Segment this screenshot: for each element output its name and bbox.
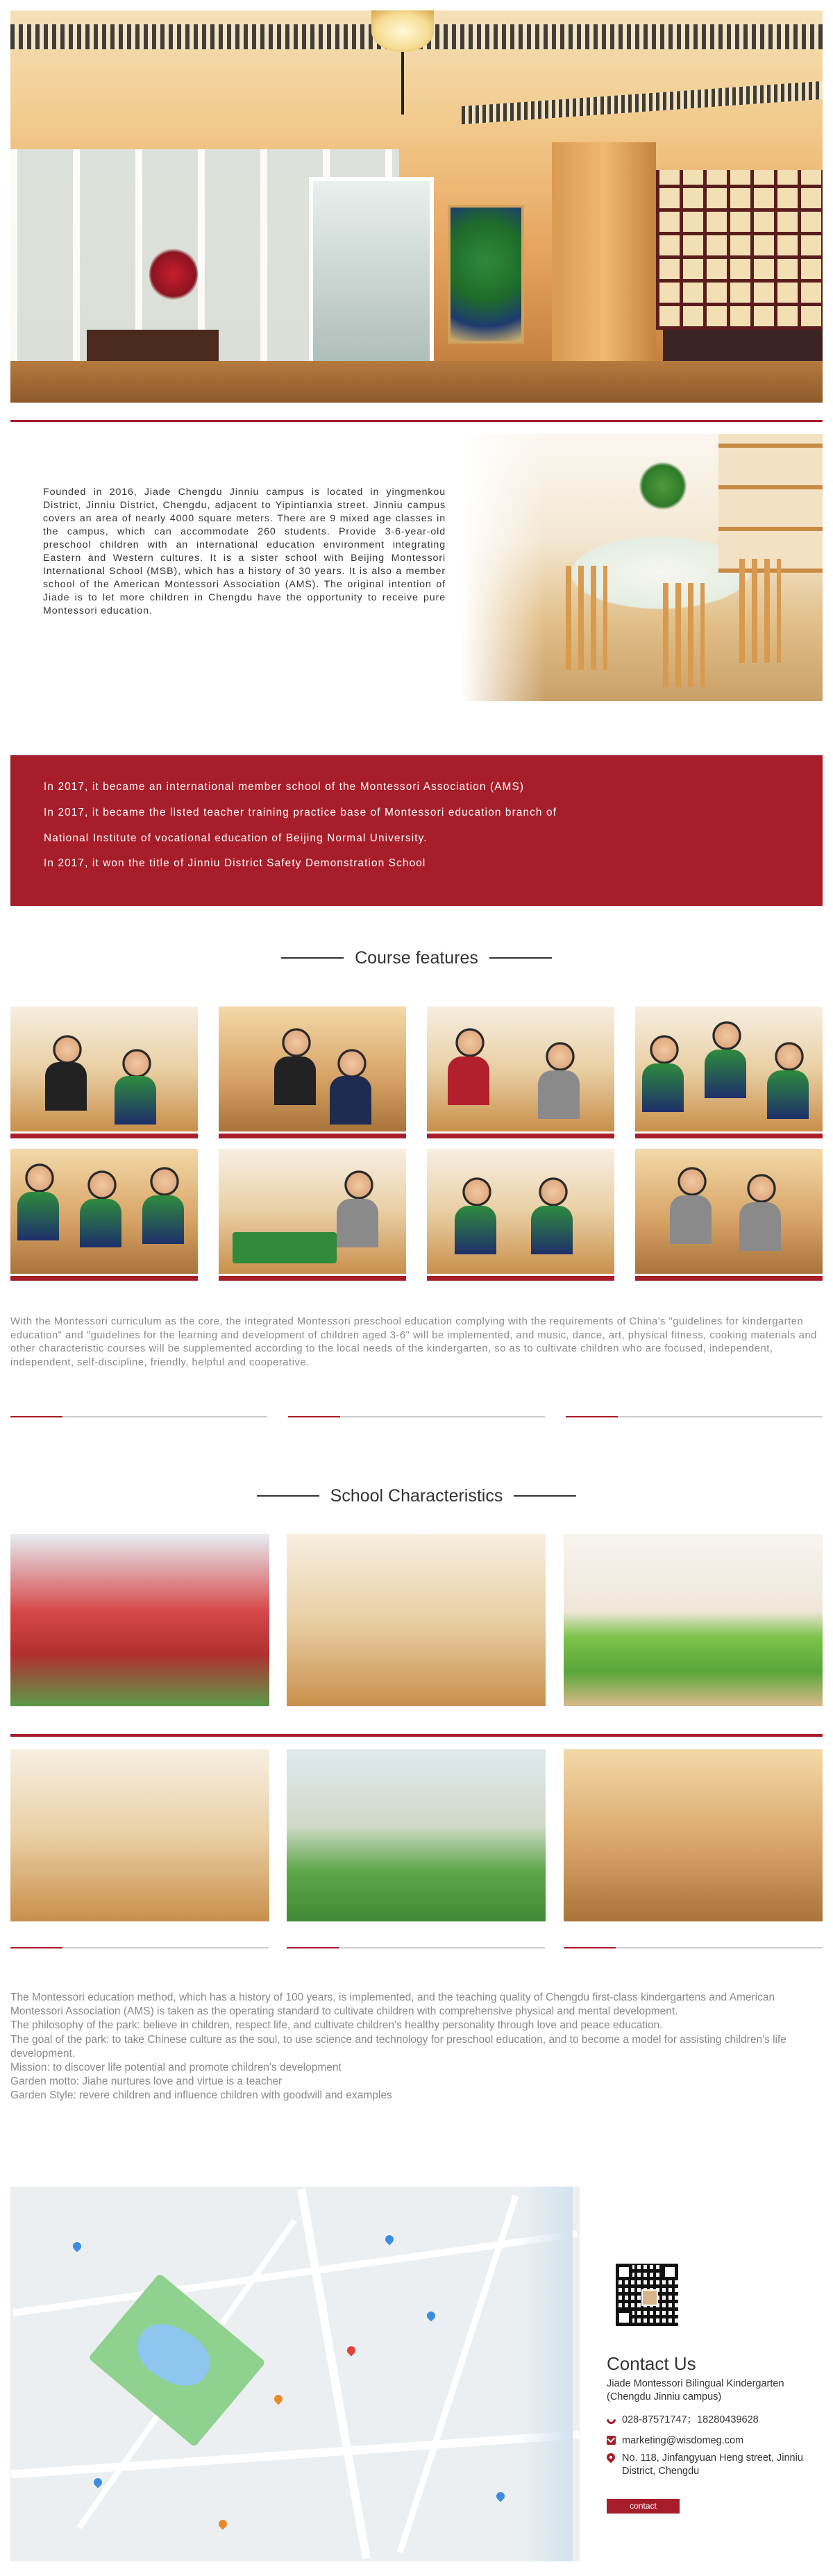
photo-person [455, 1027, 485, 1058]
course-description: With the Montessori curriculum as the core, the integrated Montessori preschool education complying with the requirements of China's "guidelines for kindergarten education" and "guidelines for the learning and development of children aged 3-6" will be implemented, and music, dance, art, physical fitness, cooking materials and other characteristic courses will be supplemented according to the local needs of the kindergarten, so as to cultivate children who are focused, independent, independent, self-discipline, friendly, helpful and cooperative. [10, 1316, 817, 1368]
school-paragraph: Mission: to discover life potential and promote children's development [10, 2062, 342, 2074]
course-photo [635, 1007, 823, 1131]
photo-person [712, 1020, 742, 1051]
milestones-box [10, 755, 823, 906]
photo-person [746, 1173, 777, 1204]
contact-phone[interactable]: 028-87571747；18280439628 [622, 2414, 759, 2425]
map-poi-icon [92, 2477, 104, 2489]
qr-corner [616, 2264, 632, 2280]
photo-person-body [538, 1070, 580, 1119]
photo-person [24, 1163, 55, 1193]
school-photo-classroom [287, 1534, 546, 1706]
course-card [635, 1007, 823, 1142]
intro-photo-classroom [462, 434, 823, 701]
hero-lattice-decoration-2 [462, 81, 823, 124]
course-card-bar [10, 1276, 198, 1281]
map-road [297, 2189, 371, 2559]
school-paragraph: Garden Style: revere children and influence children with goodwill and examples [10, 2089, 392, 2102]
photo-person-body [45, 1062, 87, 1111]
intro-photo-fade [462, 434, 545, 701]
photo-person [121, 1048, 152, 1079]
photo-person-body [455, 1206, 496, 1254]
hero-lattice-screen [656, 170, 823, 330]
decor-line [10, 1947, 269, 1948]
intro-text: Founded in 2016, Jiade Chengdu Jinniu campus is located in yingmenkou District, Jinniu District, Chengdu, adjacent to Yipintianxia street. Jinniu campus covers an area of nearly 4000 square meters. There are 9 mixed age classes in the campus, which can accommodate 260 students. Provide 3-6-year-old preschool children with an international education environment integrating Eastern and Western cultures. It is a sister school with Beijing Montessori International School (MSB), which has a history of 30 years. It is also a member school of the American Montessori Association (AMS). The original intention of Jiade is to let more children in Chengdu have the opportunity to receive pure Montessori education. [43, 487, 446, 616]
photo-person [149, 1166, 180, 1197]
hero-photo-lobby [10, 10, 823, 403]
hero-lantern-tassel [401, 52, 404, 115]
intro-photo-plant [639, 462, 687, 510]
course-photo [10, 1149, 198, 1274]
course-card-bar [219, 1134, 406, 1138]
contact-address: No. 118, Jinfangyuan Heng street, Jinniu District, Chengdu [622, 2452, 803, 2477]
photo-person [774, 1041, 805, 1072]
photo-person-body [17, 1192, 59, 1240]
course-card [219, 1149, 406, 1284]
hero-floor [10, 361, 823, 403]
heading-line-left [257, 1495, 319, 1497]
course-features-heading [0, 948, 833, 968]
decor-line [564, 1947, 823, 1948]
course-card-bar [10, 1134, 198, 1138]
decor-line [287, 1947, 545, 1948]
course-photo [10, 1007, 198, 1131]
decor-line-accent [10, 1416, 62, 1417]
contact-title: Contact Us [607, 2353, 696, 2374]
map-poi-icon [495, 2491, 507, 2502]
photo-person-body [330, 1076, 371, 1125]
photo-person-body [80, 1199, 121, 1247]
contact-email[interactable]: marketing@wisdomeg.com [622, 2435, 744, 2446]
course-card [10, 1007, 198, 1142]
course-photo [635, 1149, 823, 1274]
decor-line [10, 1416, 267, 1417]
milestone-item: In 2017, it became the listed teacher training practice base of Montessori education branch of [44, 806, 557, 818]
course-card [427, 1007, 614, 1142]
school-characteristics-text [10, 1991, 823, 2103]
contact-button[interactable]: contact [607, 2499, 680, 2514]
course-card-bar [219, 1276, 406, 1281]
map-river [517, 2187, 573, 2561]
photo-person [344, 1170, 374, 1200]
map-poi-icon [71, 2241, 83, 2253]
map-poi-icon [426, 2310, 437, 2322]
photo-person [545, 1041, 575, 1072]
contact-email-row [607, 2434, 829, 2448]
course-photo [427, 1007, 614, 1131]
map-road [11, 2430, 580, 2478]
course-card [635, 1149, 823, 1284]
photo-person-body [767, 1070, 809, 1119]
heading-line-left [281, 957, 344, 959]
qr-corner [616, 2309, 632, 2326]
school-paragraph: Garden motto: Jiahe nurtures love and virtue is a teacher [10, 2076, 283, 2088]
photo-person [462, 1177, 492, 1207]
qr-logo [641, 2289, 658, 2306]
intro-photo-chair [663, 583, 705, 687]
divider-rule [10, 420, 823, 422]
photo-person [649, 1034, 680, 1065]
school-photo-building [10, 1534, 269, 1706]
contact-school-name: Jiade Montessori Bilingual Kindergarten (Chengdu Jinniu campus) [607, 2378, 784, 2402]
photo-person [281, 1027, 312, 1058]
decor-line-accent [10, 1947, 62, 1948]
photo-person-body [448, 1057, 489, 1105]
photo-person-body [705, 1050, 746, 1098]
school-photo-playground [287, 1749, 546, 1921]
photo-person-body [142, 1195, 184, 1244]
course-photo [219, 1007, 406, 1131]
hero-door [309, 177, 434, 385]
school-characteristics-title: School Characteristics [330, 1485, 503, 1506]
location-map[interactable] [10, 2187, 580, 2561]
photo-person [337, 1048, 367, 1079]
school-paragraph: The philosophy of the park: believe in children, respect life, and cultivate children's healthy personality through love and peace education. [10, 2019, 663, 2032]
heading-line-right [514, 1495, 576, 1497]
hero-lantern [371, 10, 434, 52]
photo-person-body [670, 1195, 712, 1244]
contact-phone-row [607, 2414, 829, 2427]
intro-photo-chair [566, 566, 607, 670]
course-card-bar [635, 1134, 823, 1138]
hero-flowers [149, 246, 198, 302]
intro-photo-shelf [718, 434, 823, 573]
school-photo-reading-corner [564, 1534, 823, 1706]
decor-line-accent [566, 1416, 618, 1417]
course-features-title: Course features [355, 948, 478, 968]
photo-person [677, 1166, 707, 1197]
photo-person-body [739, 1202, 781, 1251]
qr-code-icon [613, 2261, 681, 2329]
decor-line [566, 1416, 823, 1417]
photo-person-body [337, 1199, 378, 1247]
decor-line-accent [564, 1947, 616, 1948]
decor-line-accent [287, 1947, 339, 1948]
photo-person-body [531, 1206, 573, 1254]
photo-person [52, 1034, 83, 1065]
school-photo-hall [564, 1749, 823, 1921]
email-icon [607, 2436, 616, 2445]
school-paragraph: The Montessori education method, which has a history of 100 years, is implemented, and the teaching quality of Chengdu first-class kindergartens and American Montessori Association (AMS) is taken as the operating standard to cultivate children with comprehensive physical and mental development. [10, 1992, 775, 2018]
course-card-bar [635, 1276, 823, 1281]
map-poi-icon [273, 2393, 285, 2405]
course-photo [427, 1149, 614, 1274]
photo-person-body [115, 1076, 156, 1125]
course-card [219, 1007, 406, 1142]
photo-person-body [642, 1063, 684, 1112]
course-photo [219, 1149, 406, 1274]
course-card-bar [427, 1276, 614, 1281]
photo-person [87, 1170, 117, 1200]
school-characteristics-heading [0, 1485, 833, 1506]
photo-person [538, 1177, 569, 1207]
photo-mat [233, 1232, 337, 1263]
decor-line-accent [288, 1416, 340, 1417]
map-poi-icon [384, 2234, 396, 2246]
intro-photo-chair [739, 559, 781, 663]
decor-line [288, 1416, 545, 1417]
photo-person-body [274, 1057, 316, 1105]
school-divider-bar [10, 1734, 823, 1737]
contact-address-row [607, 2452, 829, 2477]
hero-tree-painting [448, 205, 524, 344]
qr-corner [662, 2264, 678, 2280]
milestone-item: National Institute of vocational education of Beijing Normal University. [44, 832, 428, 844]
heading-line-right [489, 957, 552, 959]
map-poi-icon [217, 2518, 229, 2530]
school-photo-dining-room [10, 1749, 269, 1921]
milestone-item: In 2017, it won the title of Jinniu District Safety Demonstration School [44, 857, 426, 870]
milestone-item: In 2017, it became an international member school of the Montessori Association (AMS) [44, 781, 525, 793]
map-marker-icon[interactable] [346, 2345, 357, 2357]
course-card [427, 1149, 614, 1284]
school-paragraph: The goal of the park: to take Chinese culture as the soul, to use science and technology for preschool education, and to become a model for assisting children's life development. [10, 2033, 786, 2060]
course-card [10, 1149, 198, 1284]
course-card-bar [427, 1134, 614, 1138]
